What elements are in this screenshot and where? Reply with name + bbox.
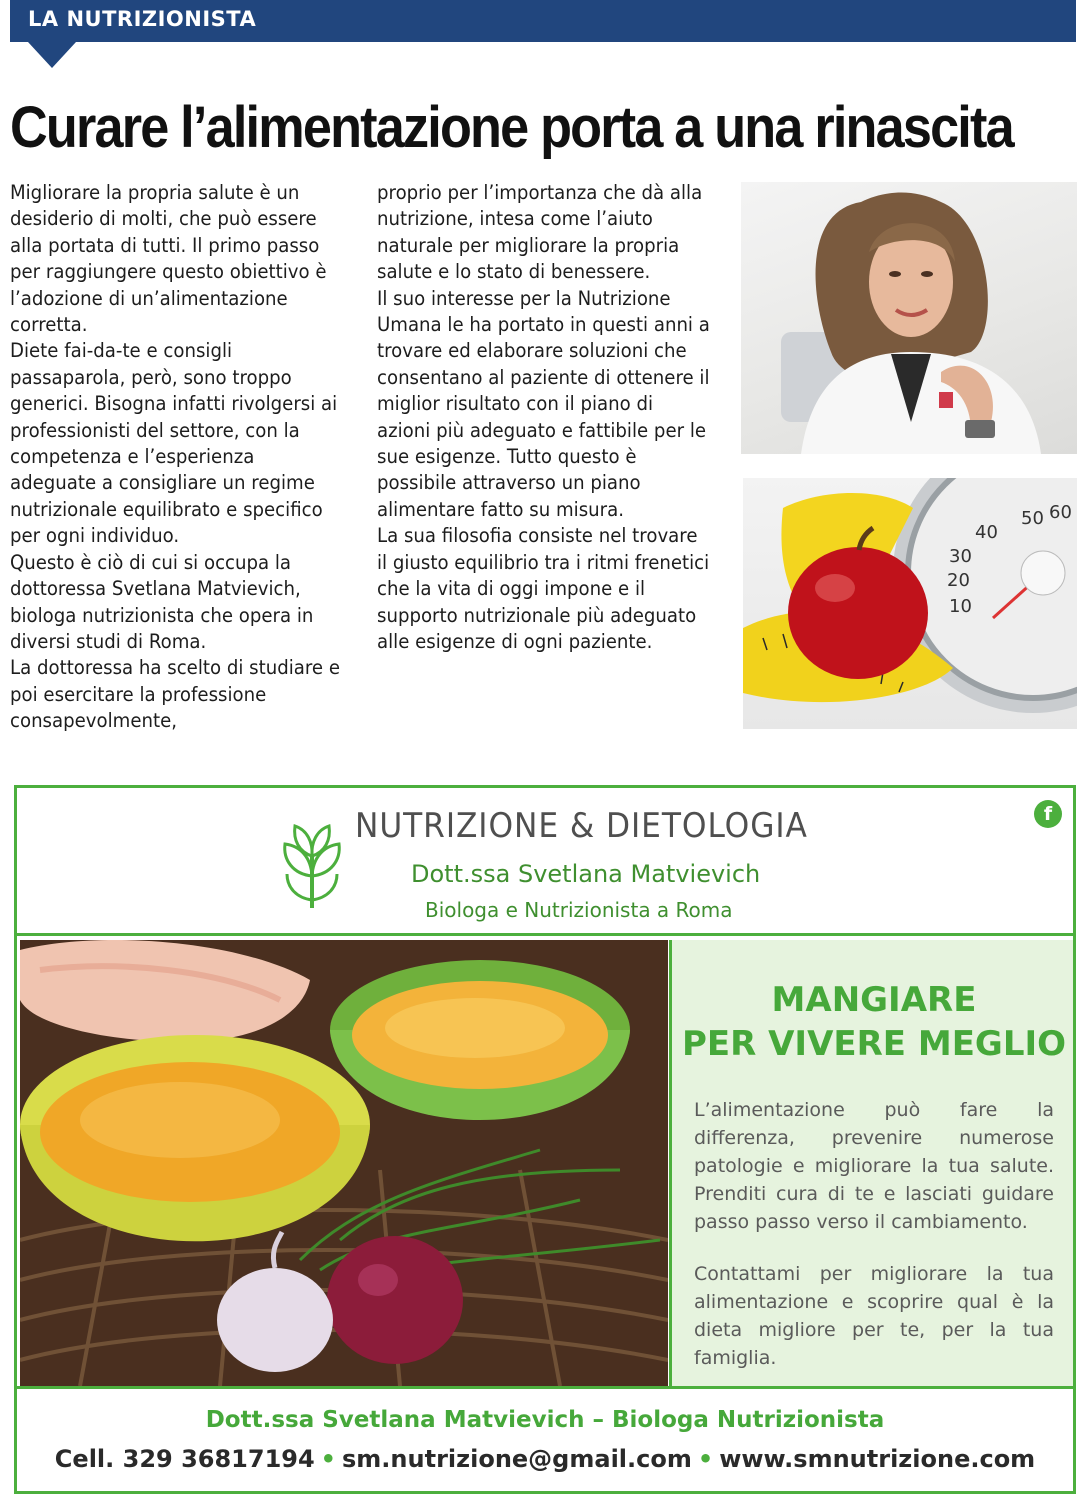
section-label: LA NUTRIZIONISTA [28,7,257,31]
scale-label: 60 [1049,502,1072,523]
doctor-portrait-photo [741,182,1077,454]
scale-label: 50 [1021,508,1044,529]
scale-label: 30 [949,546,972,567]
article-headline: Curare l’alimentazione porta a una rinascita [10,95,1013,160]
paragraph: La sua filosofia consiste nel trovare il giusto equilibrio tra i ritmi frenetici che la vita di oggi impone e il supporto nutrizionale più adeguato alle esigenze di ogni paziente. [377,524,710,653]
wheat-leaf-icon [279,816,345,908]
ad-panel-title [672,978,1076,1066]
ad-brand-name: NUTRIZIONE & DIETOLOGIA [355,806,808,846]
ad-doctor-name: Dott.ssa Svetlana Matvievich [411,860,761,888]
ad-contacts [17,1445,1073,1473]
apple-scale-photo [743,478,1077,729]
paragraph: La dottoressa ha scelto di studiare e poi esercitare la professione consapevolmente, [10,656,341,733]
ad-footer [17,1386,1073,1491]
paragraph: proprio per l’importanza che dà alla nutrizione, intesa come l’aiuto naturale per migliorare la propria salute e lo stato di benessere. [377,181,703,284]
email-link[interactable]: sm.nutrizione@gmail.com [342,1445,692,1473]
section-band [10,0,1076,42]
article-column-1 [10,180,345,735]
paragraph: Migliorare la propria salute è un desiderio di molti, che può essere alla portata di tutti. Il primo passo per raggiungere questo obiettivo è l’adozione di un’alimentazione corretta. [10,181,327,337]
scale-label: 40 [975,522,998,543]
website-link[interactable]: www.smnutrizione.com [719,1445,1036,1473]
ad-footer-name: Dott.ssa Svetlana Matvievich – Biologa Nutrizionista [205,1407,885,1433]
facebook-icon[interactable]: f [1034,800,1062,828]
scale-label: 20 [947,570,970,591]
bullet-separator: • [320,1445,337,1473]
paragraph: Diete fai-da-te e consigli passaparola, però, sono troppo generici. Bisogna infatti rivolgersi ai professionisti del settore, con la competenza e l’esperienza adeguate a consigliare un regime nutrizionale equilibrato e specifico per ogni individuo. [10,339,338,548]
scale-label: 10 [949,596,972,617]
ad-panel-text: L’alimentazione può fare la differenza, prevenire numerose patologie e migliorare la tua salute. Prenditi cura di te e lasciati guidare passo passo verso il cambiamento. [694,1099,1054,1233]
ad-panel-title-line: PER VIVERE MEGLIO [681,1024,1067,1064]
ad-panel-text: Contattami per migliorare la tua alimentazione e scoprire qual è la dieta migliore per te, per la tua famiglia. [694,1263,1054,1369]
band-notch [28,42,76,68]
ad-header [17,788,1073,936]
ad-panel-title-line: MANGIARE [771,980,977,1020]
paragraph: Questo è ciò di cui si occupa la dottoressa Svetlana Matvievich, biologa nutrizionista che opera in diversi studi di Roma. [10,550,314,653]
bullet-separator: • [697,1445,714,1473]
ad-message-panel [669,940,1073,1386]
soup-bowls-photo [20,940,668,1386]
article-column-2 [377,180,710,655]
ad-doctor-role: Biologa e Nutrizionista a Roma [425,898,733,922]
paragraph: Il suo interesse per la Nutrizione Umana le ha portato in questi anni a trovare ed elaborare soluzioni che consentano al paziente di ottenere il miglior risultato con il piano di azioni più adeguato e fattibile per le sue esigenze. Tutto questo è possibile attraverso un piano alimentare fatto su misura. [377,286,710,521]
phone-number[interactable]: Cell. 329 36817194 [54,1445,315,1473]
advertisement-box [14,785,1076,1494]
